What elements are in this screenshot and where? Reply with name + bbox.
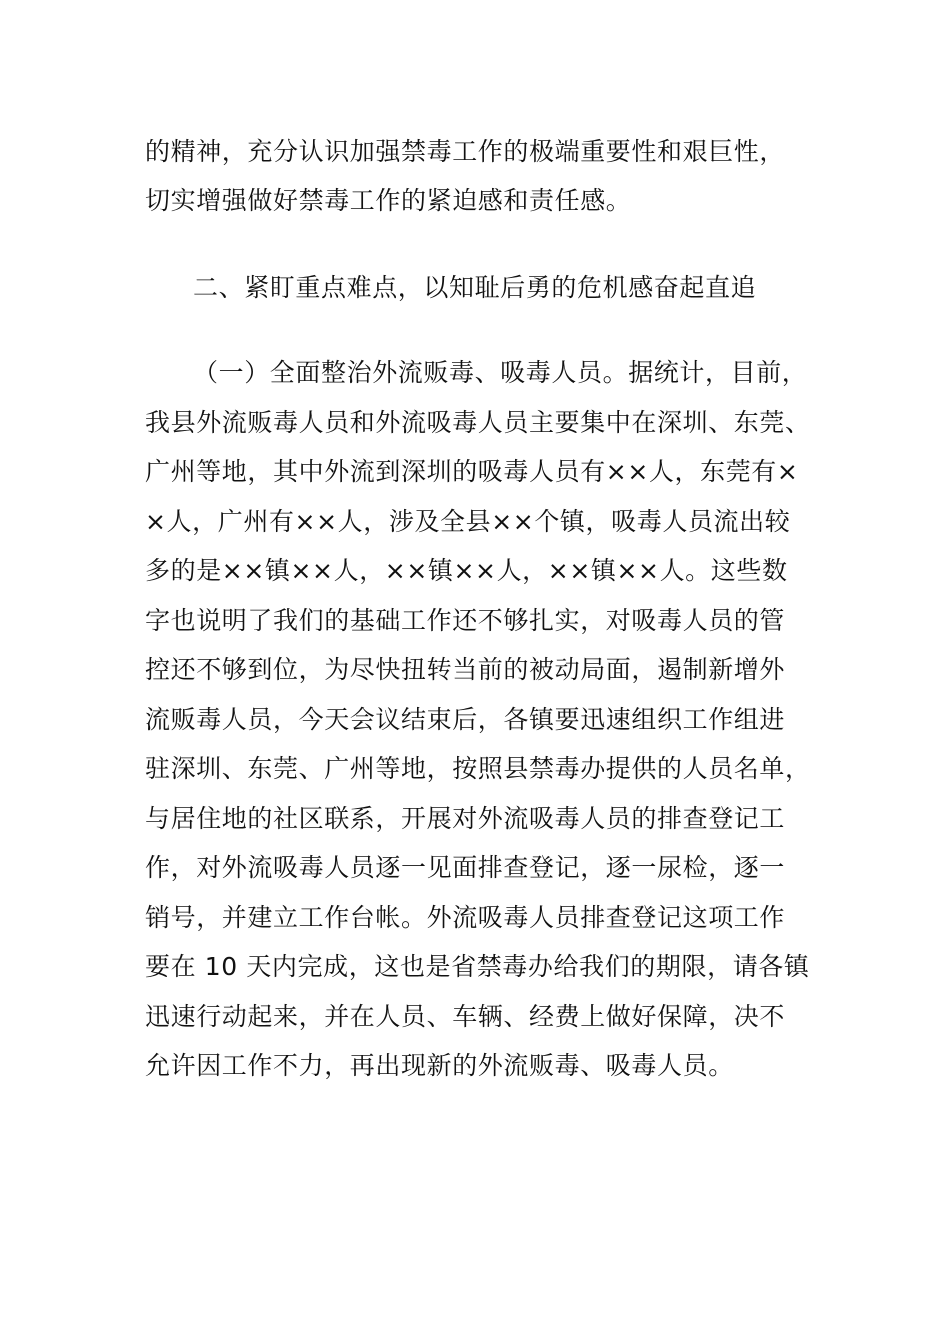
text-line: 多的是××镇××人，××镇××人，××镇××人。这些数 bbox=[145, 556, 788, 585]
text-line: 广州等地，其中外流到深圳的吸毒人员有××人，东莞有× bbox=[145, 457, 799, 486]
text-line: 销号，并建立工作台帐。外流吸毒人员排查登记这项工作 bbox=[145, 903, 786, 932]
text-line: ×人，广州有××人，涉及全县××个镇，吸毒人员流出较 bbox=[145, 507, 791, 536]
text-line: 字也说明了我们的基础工作还不够扎实，对吸毒人员的管 bbox=[145, 606, 786, 635]
text-line: 我县外流贩毒人员和外流吸毒人员主要集中在深圳、东莞、 bbox=[145, 408, 811, 437]
text-line: 作，对外流吸毒人员逐一见面排查登记，逐一尿检，逐一 bbox=[145, 853, 786, 882]
text-line: 驻深圳、东莞、广州等地，按照县禁毒办提供的人员名单， bbox=[145, 754, 811, 783]
text-line: （一）全面整治外流贩毒、吸毒人员。据统计，目前， bbox=[193, 358, 808, 387]
text-line: 与居住地的社区联系，开展对外流吸毒人员的排查登记工 bbox=[145, 804, 786, 833]
text-line: 流贩毒人员，今天会议结束后，各镇要迅速组织工作组进 bbox=[145, 705, 786, 734]
text-line: 允许因工作不力，再出现新的外流贩毒、吸毒人员。 bbox=[145, 1051, 734, 1080]
text-line: 控还不够到位，为尽快扭转当前的被动局面，遏制新增外 bbox=[145, 655, 786, 684]
text-line: 切实增强做好禁毒工作的紧迫感和责任感。 bbox=[145, 186, 632, 215]
text-line: 要在 10 天内完成，这也是省禁毒办给我们的期限，请各镇 bbox=[145, 952, 810, 981]
text-line: 的精神，充分认识加强禁毒工作的极端重要性和艰巨性， bbox=[145, 137, 786, 166]
text-line: 迅速行动起来，并在人员、车辆、经费上做好保障，决不 bbox=[145, 1002, 786, 1031]
section-heading: 二、紧盯重点难点，以知耻后勇的危机感奋起直追 bbox=[193, 273, 757, 302]
